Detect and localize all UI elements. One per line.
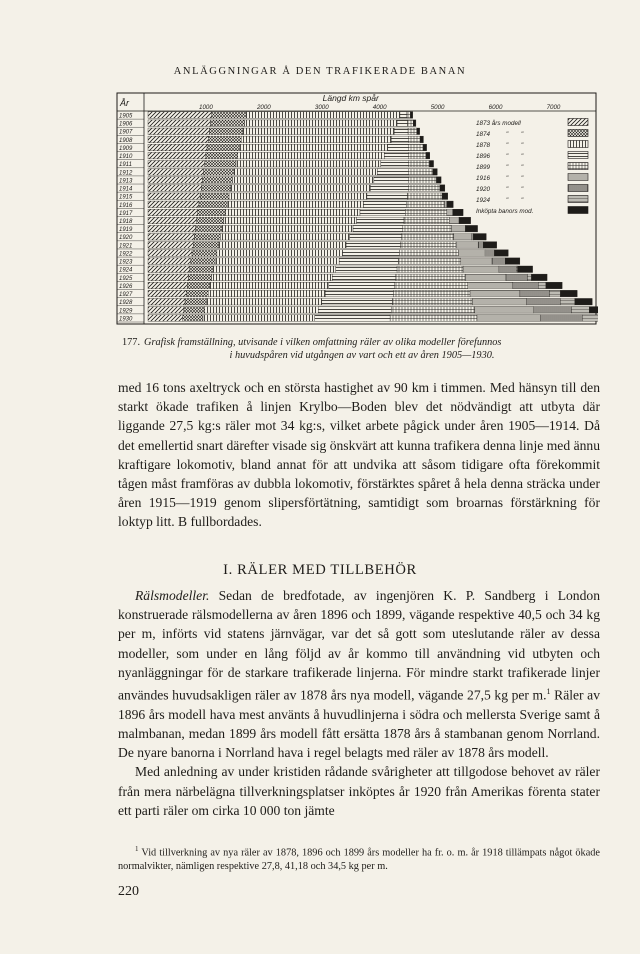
bar-segment-1914-0 [148, 185, 201, 192]
bar-segment-1929-8 [589, 307, 598, 314]
legend-label-5: 1916 [476, 175, 491, 182]
paragraph-3-text: Med anledning av under kristiden rådande svårigheter att tillgodose behovet av räler från mera närbelägna tillverkningsplatser inköptes år 1920 från Amerikas förenta stater ett parti räler om cirka 10 000 ton jämte [118, 764, 600, 818]
bar-segment-1924-5 [463, 266, 499, 273]
legend-label-2: 1878 [476, 142, 491, 149]
bar-segment-1924-3 [336, 266, 397, 273]
bar-segment-1907-3 [394, 128, 408, 135]
bar-segment-1906-3 [397, 120, 407, 127]
x-tick-label-6000: 6000 [488, 104, 503, 111]
bar-segment-1909-1 [207, 144, 239, 151]
bar-segment-1919-1 [195, 225, 222, 232]
paragraph-2-text-a: Sedan de bredfotade, av ingenjören K. P. Sandberg i London konstruerade rälsmodellerna av åren 1896 och 1899, vägande respektive 40,5 och 34 kg per m, införts vid statens järnvägar, var det så gott som uteslutande räler av dessa modeller, som under en lång följd av år kommo till användning vid utbyten och nyanläggningar för de starkare trafikerade linjerna. För mindre starkt trafikerade linjer användes huvudsakligen räler av 1878 års nya modell, vägande 27,5 kg per m. [118, 588, 600, 703]
bar-segment-1927-8 [560, 290, 577, 297]
bar-segment-1929-4 [391, 307, 474, 314]
bar-segment-1918-3 [357, 217, 404, 224]
legend-ditto-a-5: " [506, 175, 509, 182]
bar-segment-1911-4 [409, 160, 430, 167]
bar-segment-1927-2 [208, 290, 325, 297]
year-label-1924: 1924 [119, 267, 133, 274]
bar-segment-1916-1 [199, 201, 227, 208]
year-label-1915: 1915 [119, 194, 133, 201]
bar-segment-1915-8 [442, 193, 448, 200]
year-label-1912: 1912 [119, 170, 133, 177]
bar-segment-1928-5 [472, 298, 526, 305]
year-label-1917: 1917 [119, 210, 133, 217]
bar-segment-1920-0 [148, 234, 194, 241]
bar-segment-1924-1 [190, 266, 214, 273]
bar-segment-1906-0 [148, 120, 211, 127]
chart-svg [116, 92, 598, 326]
legend-swatch-7 [568, 196, 588, 203]
bar-segment-1905-0 [148, 112, 212, 119]
year-label-1928: 1928 [119, 300, 133, 307]
caption-line-1: Grafisk framställning, utvisande i vilken omfattning räler av olika modeller förefunnos [144, 337, 502, 348]
bar-segment-1921-6 [478, 242, 483, 249]
bar-segment-1906-2 [245, 120, 397, 127]
bar-segment-1927-3 [325, 290, 393, 297]
bar-segment-1920-2 [220, 234, 349, 241]
bar-segment-1913-8 [436, 177, 441, 184]
bar-segment-1922-8 [494, 250, 508, 257]
bar-segment-1927-4 [394, 290, 470, 297]
footnote [118, 843, 600, 873]
bar-segment-1910-0 [148, 152, 206, 159]
bar-segment-1925-5 [465, 274, 506, 281]
bar-segment-1919-5 [452, 225, 466, 232]
bar-segment-1909-4 [409, 144, 423, 151]
bar-segment-1925-6 [506, 274, 527, 281]
legend-label-0: 1873 års modell [476, 120, 521, 127]
caption-line-2: i huvudspåren vid utgången av vart och ett av åren 1905—1930. [229, 349, 495, 361]
bar-segment-1912-1 [204, 169, 235, 176]
year-label-1906: 1906 [119, 121, 133, 128]
page-number: 220 [118, 884, 139, 899]
paragraph-2-text-b: Räler av 1896 års modell hava mest använts å huvudlinjerna i södra och mellersta Sverige samt å malmbanan, medan 1899 års modell fått ersätta 1878 års å stambanan genom Norrland. De nyare banorna i Norrland hava i regel belagts med räler av 1878 års modell. [118, 687, 600, 761]
bar-segment-1921-5 [456, 242, 478, 249]
x-tick-label-1000: 1000 [199, 104, 213, 111]
legend-ditto-b-3: " [521, 153, 524, 160]
bar-segment-1918-5 [449, 217, 459, 224]
bar-segment-1911-3 [381, 160, 409, 167]
bar-segment-1912-0 [148, 169, 204, 176]
bar-segment-1923-0 [148, 258, 191, 265]
legend-ditto-a-4: " [506, 164, 509, 171]
bar-segment-1917-3 [360, 209, 405, 216]
bar-segment-1912-8 [433, 169, 437, 176]
legend-swatch-5 [568, 174, 588, 181]
bar-segment-1915-0 [148, 193, 200, 200]
bar-segment-1917-1 [198, 209, 226, 216]
bar-segment-1925-3 [332, 274, 396, 281]
bar-segment-1922-4 [399, 250, 458, 257]
bar-segment-1918-0 [148, 217, 197, 224]
bar-segment-1926-8 [546, 282, 562, 289]
legend-ditto-b-5: " [521, 175, 524, 182]
footnote-text: Vid tillverkning av nya räler av 1878, 1896 och 1899 års modeller ha fr. o. m. år 1918 tillämpats något ökade normalvikter, nämligen respektive 27,8, 41,18 och 34,5 kg per m. [118, 847, 600, 872]
bar-segment-1922-6 [485, 250, 494, 257]
bar-segment-1930-7 [582, 315, 598, 322]
bar-segment-1926-3 [329, 282, 395, 289]
bar-segment-1930-4 [390, 315, 477, 322]
bar-segment-1928-6 [527, 298, 561, 305]
bar-segment-1922-0 [148, 250, 192, 257]
bar-segment-1926-6 [513, 282, 538, 289]
bar-segment-1928-1 [185, 298, 206, 305]
bar-segment-1919-3 [353, 225, 403, 232]
year-label-1920: 1920 [119, 235, 133, 242]
bar-segment-1907-4 [408, 128, 417, 135]
bar-segment-1916-8 [447, 201, 453, 208]
bar-segment-1927-6 [520, 290, 550, 297]
bar-segment-1928-0 [148, 298, 185, 305]
legend-swatch-2 [568, 141, 588, 148]
x-tick-label-2000: 2000 [256, 104, 271, 111]
bar-segment-1913-1 [202, 177, 232, 184]
bar-segment-1924-4 [397, 266, 463, 273]
bar-segment-1919-2 [222, 225, 353, 232]
bar-segment-1905-2 [246, 112, 399, 119]
year-label-1923: 1923 [119, 259, 133, 266]
bar-segment-1907-0 [148, 128, 209, 135]
bar-segment-1924-8 [518, 266, 533, 273]
legend-ditto-a-7: " [506, 197, 509, 204]
bar-segment-1924-2 [213, 266, 335, 273]
bar-segment-1923-1 [191, 258, 215, 265]
bar-segment-1929-6 [534, 307, 572, 314]
bar-segment-1916-3 [363, 201, 406, 208]
bar-segment-1905-8 [410, 112, 412, 119]
legend-swatch-4 [568, 163, 588, 170]
legend-ditto-b-2: " [521, 142, 524, 149]
legend-ditto-a-2: " [506, 142, 509, 149]
year-label-1922: 1922 [119, 251, 133, 258]
bar-segment-1926-0 [148, 282, 187, 289]
legend-label-1: 1874 [476, 131, 491, 138]
bar-segment-1913-3 [374, 177, 409, 184]
year-label-1909: 1909 [119, 145, 133, 152]
bar-segment-1909-2 [240, 144, 388, 151]
bar-segment-1921-4 [401, 242, 457, 249]
bar-segment-1907-8 [417, 128, 420, 135]
legend-ditto-a-3: " [506, 153, 509, 160]
bar-segment-1914-1 [201, 185, 231, 192]
bar-segment-1922-1 [192, 250, 217, 257]
bar-segment-1912-2 [234, 169, 377, 176]
bar-segment-1914-8 [440, 185, 445, 192]
footnote-mark: 1 [135, 845, 139, 853]
bar-segment-1925-8 [531, 274, 547, 281]
bar-segment-1909-3 [388, 144, 409, 151]
bar-segment-1910-2 [238, 152, 385, 159]
bar-segment-1929-1 [184, 307, 205, 314]
bar-segment-1915-1 [200, 193, 229, 200]
bar-segment-1925-0 [148, 274, 189, 281]
year-label-1921: 1921 [119, 243, 133, 250]
bar-segment-1921-3 [346, 242, 400, 249]
year-label-1919: 1919 [119, 227, 133, 234]
bar-segment-1910-4 [409, 152, 426, 159]
legend-label-8: Inköpta banors mod. [476, 208, 534, 215]
bar-segment-1905-4 [407, 112, 410, 119]
chart-title: Längd km spår [322, 93, 379, 103]
year-label-1907: 1907 [119, 129, 133, 136]
bar-segment-1929-7 [571, 307, 589, 314]
caption-number: 177. [122, 337, 141, 348]
bar-segment-1911-2 [236, 160, 381, 167]
paragraph-lead: Rälsmodeller. [135, 588, 210, 603]
legend-ditto-a-6: " [506, 186, 509, 193]
x-tick-label-4000: 4000 [372, 104, 387, 111]
bar-segment-1919-8 [465, 225, 477, 232]
x-tick-label-5000: 5000 [430, 104, 445, 111]
x-tick-label-7000: 7000 [546, 104, 561, 111]
bar-segment-1921-2 [219, 242, 346, 249]
bar-segment-1930-1 [183, 315, 203, 322]
bar-segment-1916-4 [406, 201, 444, 208]
bar-segment-1917-0 [148, 209, 198, 216]
legend-label-4: 1899 [476, 164, 491, 171]
bar-segment-1927-1 [186, 290, 208, 297]
bar-segment-1927-7 [549, 290, 560, 297]
bar-segment-1908-4 [409, 136, 421, 143]
bar-segment-1921-8 [483, 242, 496, 249]
legend-ditto-b-1: " [521, 131, 524, 138]
bar-segment-1930-2 [203, 315, 315, 322]
bar-segment-1910-3 [384, 152, 408, 159]
bar-segment-1906-8 [413, 120, 416, 127]
bar-segment-1923-6 [492, 258, 505, 265]
year-label-1914: 1914 [119, 186, 133, 193]
bar-segment-1924-0 [148, 266, 190, 273]
year-label-1926: 1926 [119, 283, 133, 290]
bar-segment-1918-8 [459, 217, 471, 224]
figure-caption [122, 337, 592, 362]
bar-segment-1918-1 [197, 217, 224, 224]
year-label-1905: 1905 [119, 113, 133, 120]
bar-segment-1919-4 [403, 225, 452, 232]
paragraph-1-text: med 16 tons axeltryck och en största hastighet av 90 km i timmen. Med hänsyn till den starkt ökade trafiken å linjen Krylbo—Boden blev det nödvändigt att utbyta där liggande 27,5 kg:s räler mot 34 kg:s, vilket arbete pågick under åren 1905—1914. Då det emellertid snart därefter visade sig önskvärt att kunna trafikera denna linje med ännu kraftigare lokomotiv, bland annat för att undvika att såsom tidigare ofta förekommit tågen måst framföras av dubbla lokomotiv, förstärktes spåret å hela denna sträcka under åren 1915—1919 genom slipersförtätning, samtidigt som broarnas förstärkning för loktyp litt. B fullbordades. [118, 380, 600, 530]
bar-segment-1926-5 [468, 282, 513, 289]
bar-segment-1918-4 [404, 217, 449, 224]
bar-segment-1905-3 [400, 112, 407, 119]
bar-segment-1914-2 [231, 185, 371, 192]
bar-segment-1926-7 [538, 282, 546, 289]
bar-segment-1911-8 [430, 160, 434, 167]
bar-segment-1908-2 [241, 136, 391, 143]
bar-segment-1927-5 [470, 290, 520, 297]
bar-segment-1929-2 [205, 307, 319, 314]
bar-segment-1909-8 [423, 144, 426, 151]
bar-segment-1906-4 [407, 120, 413, 127]
bar-segment-1910-8 [426, 152, 430, 159]
rail-models-chart [116, 92, 598, 326]
bar-segment-1916-0 [148, 201, 199, 208]
legend-label-7: 1924 [476, 197, 491, 204]
year-label-1910: 1910 [119, 154, 133, 161]
bar-segment-1916-5 [445, 201, 447, 208]
bar-segment-1920-1 [194, 234, 220, 241]
bar-segment-1910-1 [206, 152, 238, 159]
bar-segment-1908-3 [391, 136, 408, 143]
bar-segment-1920-6 [472, 234, 474, 241]
paragraph-2 [118, 586, 600, 820]
year-label-1918: 1918 [119, 219, 133, 226]
bar-segment-1926-2 [210, 282, 329, 289]
bar-segment-1928-2 [207, 298, 322, 305]
bar-segment-1925-2 [212, 274, 332, 281]
bar-segment-1923-5 [461, 258, 492, 265]
bar-segment-1924-6 [499, 266, 516, 273]
running-head: ANLÄGGNINGAR Å DEN TRAFIKERADE BANAN [173, 66, 467, 77]
bar-segment-1922-3 [343, 250, 400, 257]
bar-segment-1929-3 [318, 307, 391, 314]
bar-segment-1925-1 [189, 274, 212, 281]
bar-segment-1928-7 [560, 298, 574, 305]
bar-segment-1925-7 [527, 274, 531, 281]
bar-segment-1929-0 [148, 307, 184, 314]
year-label-1916: 1916 [119, 202, 133, 209]
bar-segment-1923-2 [215, 258, 339, 265]
legend-swatch-8 [568, 207, 588, 214]
bar-segment-1926-4 [395, 282, 468, 289]
bar-segment-1911-0 [148, 160, 205, 167]
bar-segment-1928-4 [392, 298, 472, 305]
bar-segment-1917-2 [226, 209, 360, 216]
bar-segment-1911-1 [205, 160, 236, 167]
year-label-1927: 1927 [119, 292, 133, 299]
bar-segment-1917-5 [447, 209, 453, 216]
legend-label-6: 1920 [476, 186, 491, 193]
bar-segment-1920-8 [474, 234, 487, 241]
bar-segment-1907-2 [243, 128, 394, 135]
bar-segment-1927-0 [148, 290, 186, 297]
bar-segment-1926-1 [187, 282, 210, 289]
year-label-1925: 1925 [119, 275, 133, 282]
bar-segment-1919-0 [148, 225, 195, 232]
bar-segment-1922-5 [458, 250, 485, 257]
bar-segment-1915-4 [407, 193, 442, 200]
bar-segment-1930-3 [315, 315, 390, 322]
legend-ditto-b-4: " [521, 164, 524, 171]
legend-ditto-b-7: " [521, 197, 524, 204]
bar-segment-1930-0 [148, 315, 183, 322]
bar-segment-1921-0 [148, 242, 193, 249]
bar-segment-1914-4 [409, 185, 440, 192]
bar-segment-1908-0 [148, 136, 208, 143]
year-label-1911: 1911 [119, 162, 132, 169]
bar-segment-1909-0 [148, 144, 207, 151]
bar-segment-1920-3 [350, 234, 402, 241]
bar-segment-1915-2 [229, 193, 367, 200]
bar-segment-1914-3 [370, 185, 408, 192]
bar-segment-1930-5 [477, 315, 541, 322]
legend-ditto-b-6: " [521, 186, 524, 193]
bar-segment-1917-8 [453, 209, 463, 216]
y-axis-label: År [120, 98, 129, 108]
bar-segment-1913-0 [148, 177, 202, 184]
bar-segment-1920-5 [454, 234, 472, 241]
bar-segment-1912-4 [409, 169, 433, 176]
legend-swatch-1 [568, 130, 588, 137]
bar-segment-1913-4 [409, 177, 437, 184]
bar-segment-1912-3 [377, 169, 408, 176]
paragraph-1 [118, 378, 600, 532]
bar-segment-1928-3 [322, 298, 393, 305]
bar-segment-1920-4 [402, 234, 454, 241]
bar-segment-1917-4 [405, 209, 447, 216]
bar-segment-1918-2 [224, 217, 357, 224]
section-heading: I. RÄLER MED TILLBEHÖR [223, 562, 417, 578]
bar-segment-1908-1 [208, 136, 241, 143]
year-label-1908: 1908 [119, 137, 133, 144]
year-label-1929: 1929 [119, 308, 133, 315]
bar-segment-1905-1 [212, 112, 247, 119]
bar-segment-1908-8 [420, 136, 423, 143]
legend-ditto-a-1: " [506, 131, 509, 138]
bar-segment-1929-5 [475, 307, 534, 314]
bar-segment-1930-6 [541, 315, 583, 322]
bar-segment-1923-4 [398, 258, 461, 265]
year-label-1913: 1913 [119, 178, 133, 185]
year-label-1930: 1930 [119, 316, 133, 323]
bar-segment-1913-2 [233, 177, 374, 184]
bar-segment-1906-1 [211, 120, 245, 127]
bar-segment-1907-1 [209, 128, 243, 135]
bar-segment-1923-8 [505, 258, 519, 265]
bar-segment-1916-2 [227, 201, 363, 208]
x-tick-label-3000: 3000 [314, 104, 329, 111]
legend-swatch-6 [568, 185, 588, 192]
bar-segment-1923-3 [339, 258, 398, 265]
legend-swatch-3 [568, 152, 588, 159]
bar-segment-1925-4 [396, 274, 466, 281]
bar-segment-1922-2 [217, 250, 343, 257]
legend-swatch-0 [568, 119, 588, 126]
legend-label-3: 1896 [476, 153, 491, 160]
footnote-reference[interactable]: 1 [546, 687, 551, 697]
bar-segment-1921-1 [193, 242, 218, 249]
bar-segment-1928-8 [575, 298, 592, 305]
bar-segment-1915-3 [367, 193, 408, 200]
